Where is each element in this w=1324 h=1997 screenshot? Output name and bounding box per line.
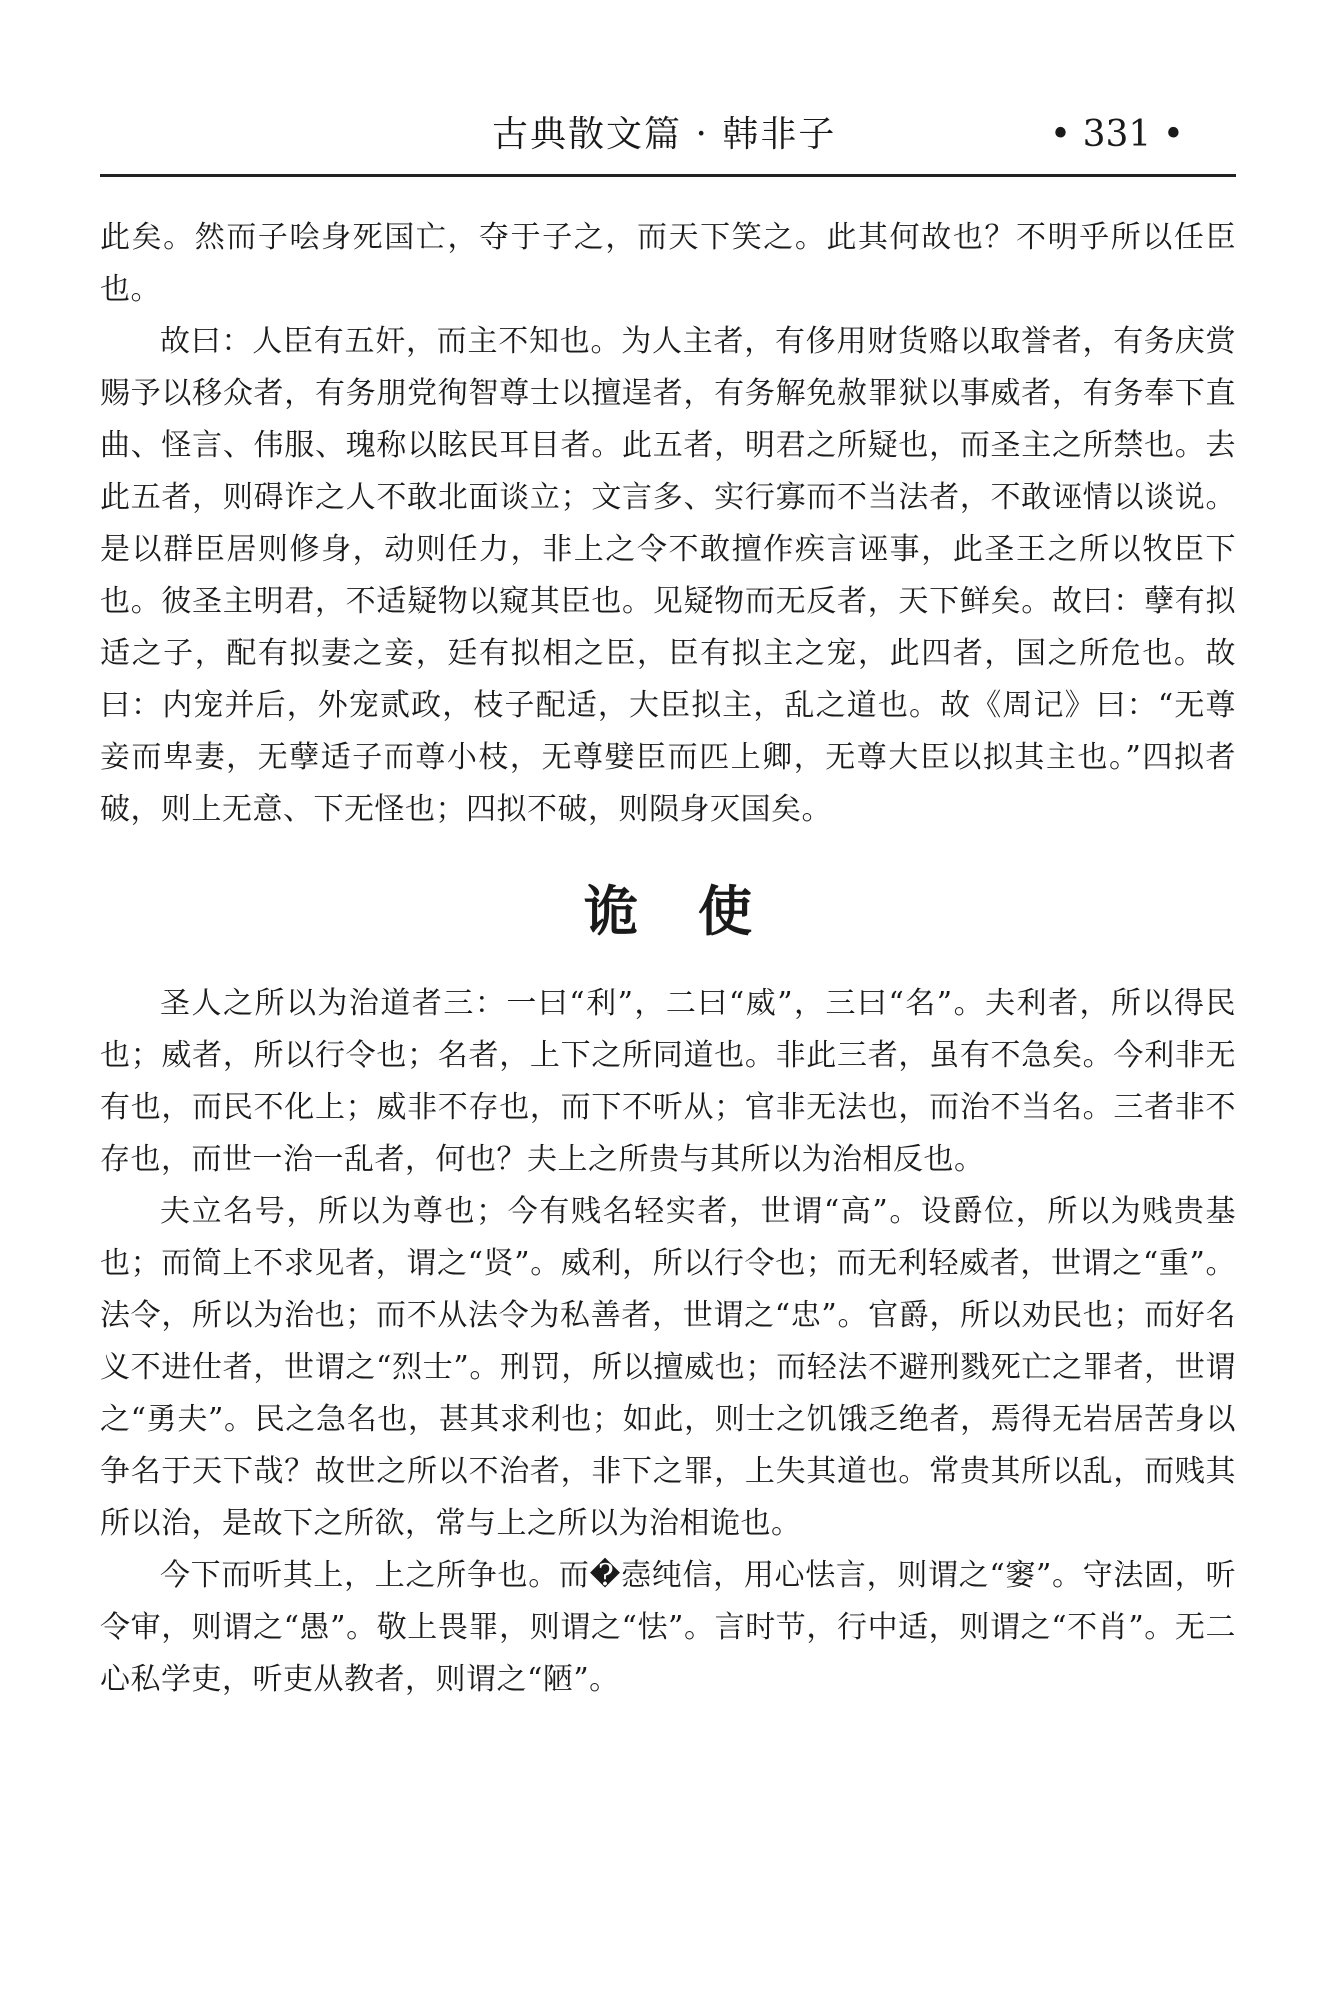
paragraph: 圣人之所以为治道者三：一曰“利”，二曰“威”，三曰“名”。夫利者，所以得民也；威者，所以行令也；名者，上下之所同道也。非此三者，虽有不急矣。今利非无有也，而民不化上；威非不存也，而下不听从；官非无法也，而治不当名。三者非不存也，而世一治一乱者，何也？夫上之所贵与其所以为治相反也。 [100, 986, 1236, 1177]
section-title: 诡使 [584, 880, 812, 943]
page-header [100, 108, 1236, 177]
page-number: • 331 • [1049, 114, 1184, 155]
paragraph: 夫立名号，所以为尊也；今有贱名轻实者，世谓“高”。设爵位，所以为贱贵基也；而简上不求见者，谓之“贤”。威利，所以行令也；而无利轻威者，世谓之“重”。法令，所以为治也；而不从法令为私善者，世谓之“忠”。官爵，所以劝民也；而好名义不进仕者，世谓之“烈士”。刑罚，所以擅威也；而轻法不避刑戮死亡之罪者，世谓之“勇夫”。民之急名也，甚其求利也；如此，则士之饥饿乏绝者，焉得无岩居苦身以争名于天下哉？故世之所以不治者，非下之罪，上失其道也。常贵其所以乱，而贱其所以治，是故下之所欲，常与上之所以为治相诡也。 [100, 1194, 1236, 1541]
running-title: 古典散文篇 · 韩非子 [492, 114, 837, 155]
page-body [100, 212, 1236, 1706]
paragraph: 今下而听其上，上之所争也。而�悫纯信，用心怯言，则谓之“窭”。守法固，听令审，则谓之“愚”。敬上畏罪，则谓之“怯”。言时节，行中适，则谓之“不肖”。无二心私学吏，听吏从教者，则谓之“陋”。 [100, 1558, 1236, 1697]
paragraph-continued: 此矣。然而子哙身死国亡，夺于子之，而天下笑之。此其何故也？不明乎所以任臣也。 [100, 220, 1236, 307]
paragraph: 故曰：人臣有五奸，而主不知也。为人主者，有侈用财货赂以取誉者，有务庆赏赐予以移众者，有务朋党徇智尊士以擅逞者，有务解免赦罪狱以事威者，有务奉下直曲、怪言、伟服、瑰称以眩民耳目者。此五者，明君之所疑也，而圣主之所禁也。去此五者，则碍诈之人不敢北面谈立；文言多、实行寡而不当法者，不敢诬情以谈说。是以群臣居则修身，动则任力，非上之令不敢擅作疾言诬事，此圣王之所以牧臣下也。彼圣主明君，不适疑物以窥其臣也。见疑物而无反者，天下鲜矣。故曰：孽有拟适之子，配有拟妻之妾，廷有拟相之臣，臣有拟主之宠，此四者，国之所危也。故曰：内宠并后，外宠贰政，枝子配适，大臣拟主，乱之道也。故《周记》曰：“无尊妾而卑妻，无孽适子而尊小枝，无尊嬖臣而匹上卿，无尊大臣以拟其主也。”四拟者破，则上无意、下无怪也；四拟不破，则陨身灭国矣。 [100, 324, 1236, 827]
